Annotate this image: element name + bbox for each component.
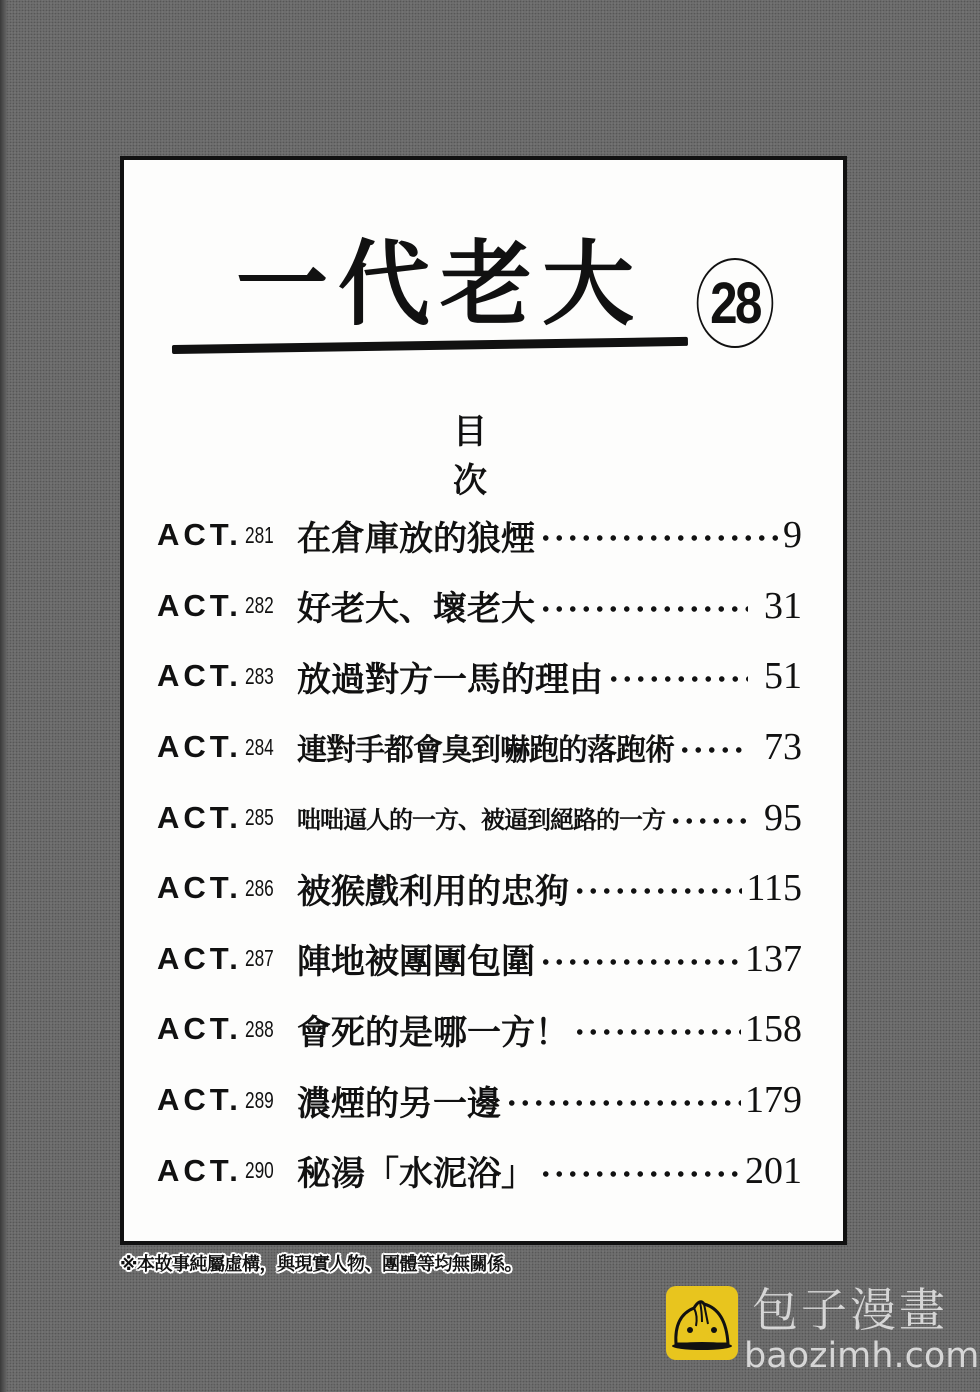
toc-entry [157,853,802,924]
act-label: ACT. [157,658,242,694]
act-number: 284 [245,733,274,760]
chapter-title: 好老大、壞老大 [297,589,535,630]
toc-entry [157,500,802,571]
chapter-title: 放過對方一馬的理由 [297,659,603,700]
toc-entry [157,994,802,1065]
act-number: 283 [245,662,274,689]
fiction-disclaimer: ※本故事純屬虛構，與現實人物、團體等均無關係。 [120,1254,522,1275]
act-number: 288 [245,1015,274,1042]
page-number: 179 [745,1079,802,1122]
dot-leader [607,675,748,683]
dot-leader [505,1099,741,1107]
act-label: ACT. [157,870,242,906]
page-number: 31 [764,584,802,627]
act-label: ACT. [157,587,242,623]
act-number: 290 [245,1157,274,1184]
act-number: 286 [245,874,274,901]
watermark-site-name: 包子漫畫 [752,1283,948,1337]
chapter-title: 在倉庫放的狼煙 [297,518,535,559]
page-scan-edge [0,0,8,1392]
steamed-bun-icon [666,1286,738,1360]
series-title: 一代老大 [236,231,645,338]
act-number: 287 [245,945,274,972]
act-label: ACT. [157,517,242,553]
act-number: 282 [245,592,274,619]
dot-leader [669,817,748,825]
act-label: ACT. [157,1011,242,1047]
act-label: ACT. [157,729,242,765]
act-number: 289 [245,1086,274,1113]
chapter-title: 會死的是哪一方！ [297,1012,569,1053]
page-number: 95 [764,796,802,839]
page-number: 137 [745,937,802,980]
page-number: 115 [746,867,802,910]
act-number: 285 [245,804,274,831]
page-number: 201 [745,1149,802,1192]
toc-entry [157,924,802,995]
toc-entry [157,641,802,712]
dot-leader [539,534,778,542]
toc-entry [157,571,802,642]
toc-entry [157,1135,802,1206]
dot-leader [573,1028,741,1036]
page-number: 73 [764,726,802,769]
volume-badge: 28 [697,258,774,348]
chapter-title: 陣地被團團包圍 [297,942,535,983]
site-watermark[interactable] [666,1283,980,1376]
toc-entry [157,1065,802,1136]
toc-entry [157,782,802,853]
page-number: 158 [745,1008,802,1051]
act-label: ACT. [157,940,242,976]
chapter-title: 連對手都會臭到嚇跑的落跑術 [297,733,674,769]
dot-leader [539,605,748,613]
act-label: ACT. [157,1082,242,1118]
toc-entry [157,712,802,783]
act-label: ACT. [157,1152,242,1188]
dot-leader [539,1170,741,1178]
act-label: ACT. [157,799,242,835]
watermark-url[interactable]: baozimh.com [744,1336,980,1376]
chapter-title: 濃煙的另一邊 [297,1083,501,1124]
toc-heading: 目次 [453,412,527,501]
dot-leader [573,887,742,895]
page-number: 9 [783,514,802,557]
toc-list [157,500,802,1206]
dot-leader [539,958,741,966]
chapter-title: 咄咄逼人的一方、被逼到絕路的一方 [297,805,665,835]
dot-leader [678,746,748,754]
page-number: 51 [764,655,802,698]
chapter-title: 被猴戲利用的忠狗 [297,871,569,912]
chapter-title: 秘湯「水泥浴」 [297,1154,535,1195]
act-number: 281 [245,521,274,548]
